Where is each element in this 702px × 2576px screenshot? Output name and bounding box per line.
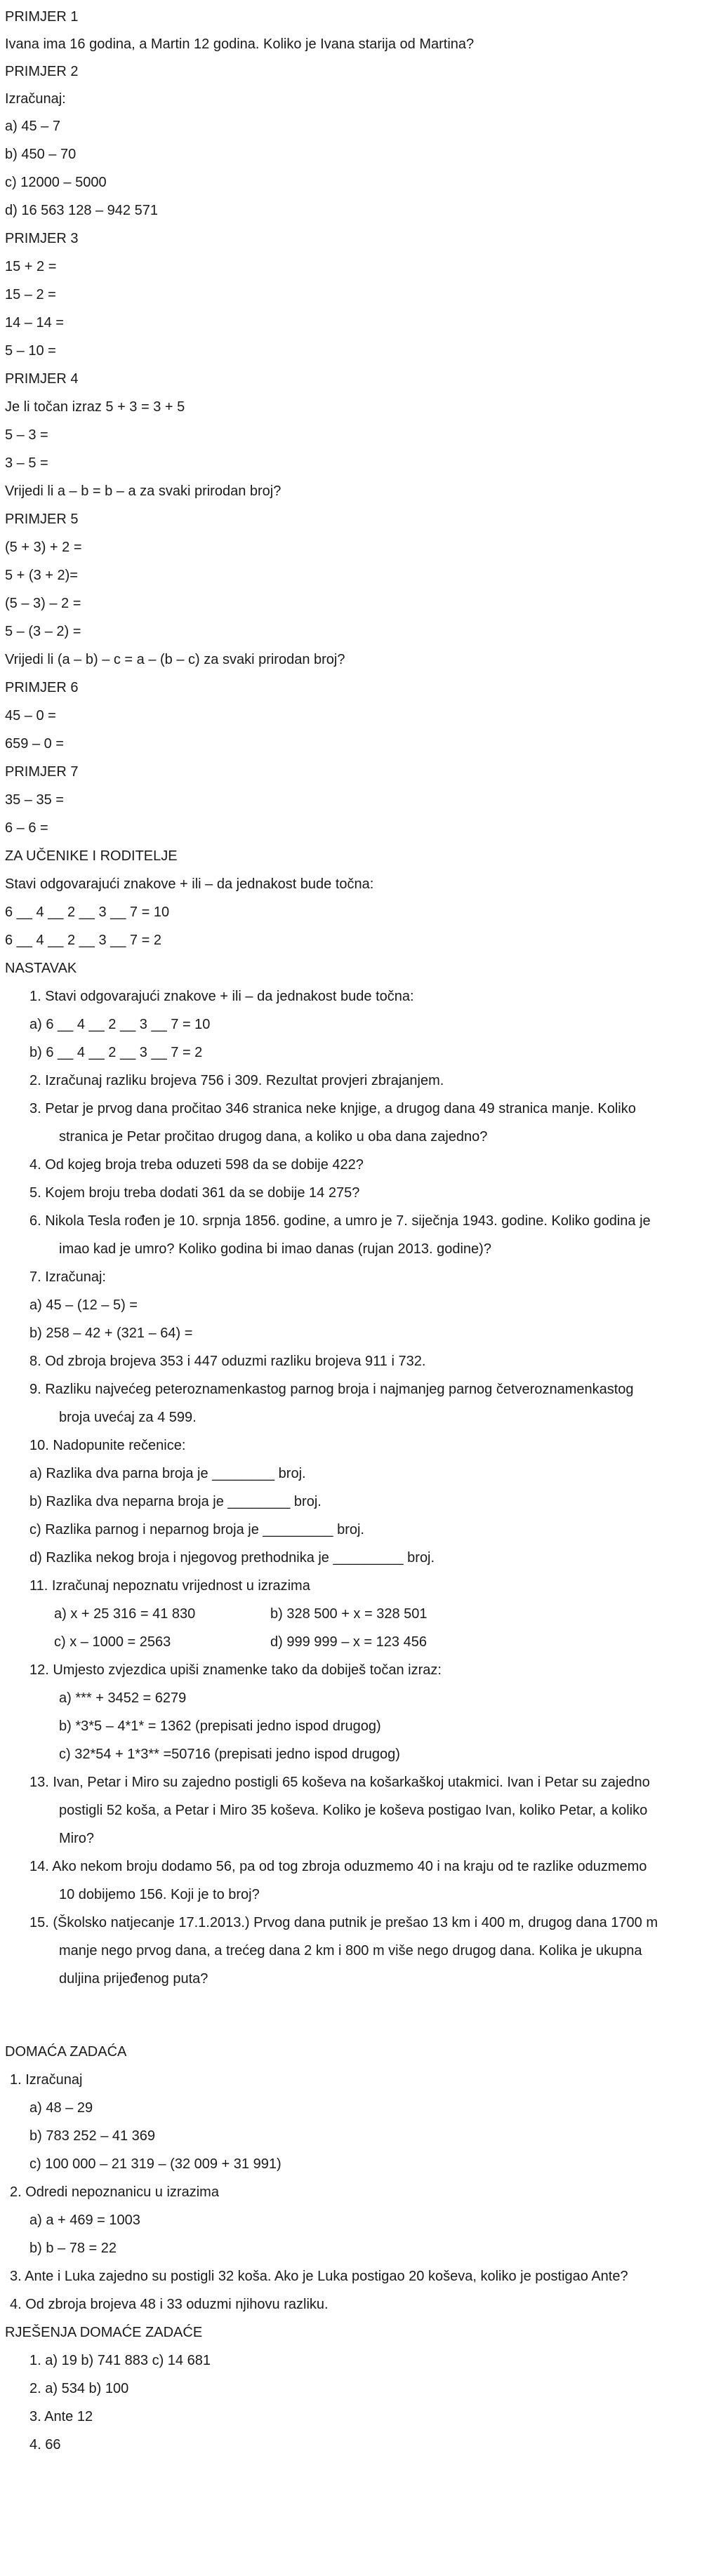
text-line: [5, 202, 158, 219]
text-line-content: 5 – 3 =: [5, 427, 48, 443]
text-line: [5, 960, 77, 977]
text-line-content: a) a + 469 = 1003: [29, 2213, 140, 2228]
text-line-content: 1. a) 19 b) 741 883 c) 14 681: [29, 2353, 211, 2368]
text-line: [5, 848, 178, 865]
text-line: [5, 511, 78, 528]
text-line-content: a) 45 – 7: [5, 119, 60, 134]
text-line-content: DOMAĆA ZADAĆA: [5, 2044, 127, 2060]
text-line: [29, 1072, 444, 1089]
text-line: [29, 1016, 210, 1033]
text-line-content: 10 dobijemo 156. Koji je to broj?: [59, 1887, 260, 1902]
text-line: [59, 1942, 642, 1959]
text-line: [29, 2436, 60, 2453]
text-line: [5, 707, 56, 724]
text-line: [29, 1156, 364, 1173]
text-line-content: 15 + 2 =: [5, 259, 57, 274]
text-line-content: a) x + 25 316 = 41 830: [54, 1606, 196, 1622]
text-line: [5, 342, 56, 359]
text-line: [5, 36, 474, 53]
text-line: [29, 1297, 138, 1314]
text-line: [5, 286, 56, 303]
text-line-content: 13. Ivan, Petar i Miro su zajedno postigli 65 koševa na košarkaškoj utakmici. Ivan i Petar su zajedno: [29, 1775, 650, 1790]
text-line-content: b) 783 252 – 41 369: [29, 2128, 156, 2144]
text-line: [29, 2128, 155, 2144]
text-line-content: 3 – 5 =: [5, 455, 48, 471]
text-line-content: Vrijedi li (a – b) – c = a – (b – c) za svaki prirodan broj?: [5, 652, 345, 667]
text-line: [5, 146, 76, 163]
text-line: [29, 2408, 93, 2425]
text-line-content: b) 328 500 + x = 328 501: [270, 1606, 428, 1622]
text-line-content: c) 100 000 – 21 319 – (32 009 + 31 991): [29, 2156, 282, 2172]
text-line: [59, 1690, 186, 1707]
text-line-content: Izračunaj:: [5, 91, 66, 107]
text-line: [5, 427, 48, 443]
text-line: [5, 651, 345, 668]
text-line-content: 6 – 6 =: [5, 820, 48, 836]
text-line-content: 9. Razliku najvećeg peteroznamenkastog parnog broja i najmanjeg parnog četveroznamenkastog: [29, 1382, 634, 1397]
text-line: [29, 1858, 647, 1875]
text-line-content: b) b – 78 = 22: [29, 2241, 117, 2256]
text-line-content: 5. Kojem broju treba dodati 361 da se dobije 14 275?: [29, 1185, 360, 1201]
text-line-content: postigli 52 koša, a Petar i Miro 35 koševa. Koliko je koševa postigao Ivan, koliko Petar, a koliko: [59, 1803, 648, 1818]
text-line: [59, 1886, 260, 1903]
text-line: [29, 1269, 106, 1286]
text-line: [54, 1634, 171, 1650]
text-line-content: Miro?: [59, 1831, 95, 1846]
text-line: [29, 2100, 93, 2116]
text-line: [5, 792, 64, 808]
text-line-content: 5 + (3 + 2)=: [5, 568, 78, 583]
text-line: [29, 1184, 359, 1201]
text-line-content: PRIMJER 7: [5, 764, 79, 780]
text-line: [29, 1577, 310, 1594]
text-line-content: PRIMJER 6: [5, 680, 79, 695]
text-line-content: a) *** + 3452 = 6279: [59, 1690, 187, 1706]
text-line-content: 8. Od zbroja brojeva 353 i 447 oduzmi razliku brojeva 911 i 732.: [29, 1354, 426, 1369]
text-line-content: 6 __ 4 __ 2 __ 3 __ 7 = 10: [5, 905, 170, 920]
text-line: [5, 91, 66, 107]
text-line-content: ZA UČENIKE I RODITELJE: [5, 848, 178, 864]
text-line-content: d) 16 563 128 – 942 571: [5, 203, 158, 218]
text-line-content: a) 6 __ 4 __ 2 __ 3 __ 7 = 10: [29, 1017, 211, 1032]
text-line-content: 659 – 0 =: [5, 736, 64, 752]
text-line-content: 14 – 14 =: [5, 315, 64, 331]
text-line: [5, 876, 373, 893]
text-line: [5, 820, 48, 836]
text-line: [5, 2043, 126, 2060]
text-line-content: duljina prijeđenog puta?: [59, 1971, 208, 1987]
text-line: [29, 1774, 650, 1791]
text-line: [54, 1606, 195, 1622]
text-line-content: (5 – 3) – 2 =: [5, 596, 81, 611]
text-line: [29, 988, 414, 1005]
text-line: [29, 1914, 658, 1931]
text-line-content: RJEŠENJA DOMAĆE ZADAĆE: [5, 2325, 203, 2340]
text-line: [29, 1549, 435, 1566]
text-line: [29, 1493, 322, 1510]
text-line: [5, 371, 78, 387]
text-line-content: 7. Izračunaj:: [29, 1269, 106, 1285]
text-line-content: d) 999 999 – x = 123 456: [270, 1634, 427, 1650]
text-line-content: manje nego prvog dana, a trećeg dana 2 km i 800 m više nego drugog dana. Kolika je ukupna: [59, 1943, 642, 1958]
text-line-content: Je li točan izraz 5 + 3 = 3 + 5: [5, 399, 185, 415]
text-line-content: 14. Ako nekom broju dodamo 56, pa od tog zbroja oduzmemo 40 i na kraju od te razlike oduzmemo: [29, 1859, 647, 1874]
text-line-content: 35 – 35 =: [5, 792, 64, 808]
text-line-content: c) 12000 – 5000: [5, 175, 107, 190]
text-line: [59, 1241, 491, 1257]
text-line-content: b) Razlika dva neparna broja je ________ broj.: [29, 1494, 322, 1509]
text-line-content: 2. a) 534 b) 100: [29, 2381, 129, 2396]
text-line-content: a) Razlika dva parna broja je ________ broj.: [29, 1466, 306, 1481]
text-line-content: Ivana ima 16 godina, a Martin 12 godina. Koliko je Ivana starija od Martina?: [5, 36, 475, 52]
text-line: [10, 2184, 219, 2201]
text-line: [29, 1353, 425, 1370]
text-line: [5, 258, 56, 275]
text-line: [10, 2296, 329, 2313]
text-line: [5, 314, 64, 331]
text-line-content: 15. (Školsko natjecanje 17.1.2013.) Prvog dana putnik je prešao 13 km i 400 m, drugog dana 1700 m: [29, 1915, 658, 1930]
text-line: [59, 1802, 647, 1819]
text-line: [29, 1325, 192, 1342]
text-line: [5, 174, 107, 191]
text-line-content: 12. Umjesto zvjezdica upiši znamenke tako da dobiješ točan izraz:: [29, 1662, 442, 1678]
text-line: [29, 1100, 636, 1117]
text-line-content: 1. Stavi odgovarajući znakove + ili – da jednakost bude točna:: [29, 989, 414, 1004]
text-line: [29, 1662, 442, 1679]
text-line: [29, 2156, 282, 2173]
text-line-content: NASTAVAK: [5, 961, 77, 976]
text-line-content: imao kad je umro? Koliko godina bi imao danas (rujan 2013. godine)?: [59, 1241, 491, 1257]
text-line-content: 4. Od kojeg broja treba oduzeti 598 da se dobije 422?: [29, 1157, 364, 1173]
text-line: [29, 2380, 128, 2397]
text-line: [5, 399, 185, 415]
text-line-content: 5 – (3 – 2) =: [5, 624, 81, 639]
text-line: [29, 2212, 140, 2229]
text-line-content: 5 – 10 =: [5, 343, 56, 359]
text-line-content: 11. Izračunaj nepoznatu vrijednost u izrazima: [29, 1578, 310, 1594]
text-line: [5, 2324, 202, 2341]
text-line-content: PRIMJER 2: [5, 64, 79, 79]
text-line: [29, 1437, 185, 1454]
text-line: [59, 1830, 94, 1847]
text-line: [5, 455, 48, 472]
text-line-content: stranica je Petar pročitao drugog dana, a koliko u oba dana zajedno?: [59, 1129, 488, 1144]
text-line-content: 2. Odredi nepoznanicu u izrazima: [10, 2184, 219, 2200]
text-line: [5, 623, 81, 640]
text-line: [29, 1044, 202, 1061]
text-line: [59, 1718, 381, 1735]
text-line: [29, 1213, 651, 1229]
text-line-content: PRIMJER 1: [5, 9, 79, 25]
text-line: [29, 1521, 364, 1538]
text-line: [5, 483, 281, 500]
text-line: [59, 1409, 197, 1426]
text-line: [29, 2240, 117, 2257]
text-line: [270, 1634, 427, 1650]
text-line-content: 2. Izračunaj razliku brojeva 756 i 309. Rezultat provjeri zbrajanjem.: [29, 1073, 444, 1088]
text-line-content: PRIMJER 5: [5, 512, 79, 527]
text-line: [5, 118, 60, 135]
text-line: [270, 1606, 428, 1622]
text-line-content: b) 6 __ 4 __ 2 __ 3 __ 7 = 2: [29, 1045, 203, 1060]
text-line: [59, 1970, 208, 1987]
text-line: [5, 763, 78, 780]
text-line: [5, 8, 78, 25]
text-line: [5, 595, 81, 612]
text-line-content: Stavi odgovarajući znakove + ili – da jednakost bude točna:: [5, 876, 374, 892]
text-line: [5, 567, 78, 584]
text-line-content: 6 __ 4 __ 2 __ 3 __ 7 = 2: [5, 933, 161, 948]
text-line: [29, 2352, 211, 2369]
text-line: [5, 679, 78, 696]
text-line-content: c) Razlika parnog i neparnog broja je _________ broj.: [29, 1522, 364, 1537]
text-line: [59, 1128, 487, 1145]
text-line-content: b) 450 – 70: [5, 147, 77, 162]
text-line-content: 4. Od zbroja brojeva 48 i 33 oduzmi njihovu razliku.: [10, 2297, 329, 2312]
text-line-content: a) 48 – 29: [29, 2100, 93, 2116]
text-line-content: PRIMJER 3: [5, 231, 79, 246]
text-line: [29, 1381, 634, 1398]
text-line-content: 3. Petar je prvog dana pročitao 346 stranica neke knjige, a drugog dana 49 stranica manje. Koliko: [29, 1101, 636, 1116]
text-line: [10, 2268, 628, 2285]
text-line-content: Vrijedi li a – b = b – a za svaki prirodan broj?: [5, 483, 282, 499]
text-line-content: broja uvećaj za 4 599.: [59, 1410, 197, 1425]
text-line-content: 4. 66: [29, 2437, 61, 2452]
text-line: [5, 539, 82, 556]
text-line-content: b) 258 – 42 + (321 – 64) =: [29, 1326, 193, 1341]
text-line-content: (5 + 3) + 2 =: [5, 540, 82, 555]
text-line-content: b) *3*5 – 4*1* = 1362 (prepisati jedno ispod drugog): [59, 1719, 381, 1734]
text-line: [5, 735, 64, 752]
text-line: [59, 1746, 400, 1763]
text-line: [5, 904, 169, 921]
text-line-content: PRIMJER 4: [5, 371, 79, 387]
text-line: [29, 1465, 306, 1482]
text-line-content: 3. Ante i Luka zajedno su postigli 32 koša. Ako je Luka postigao 20 koševa, koliko je postigao Ante?: [10, 2269, 628, 2284]
text-line-content: 1. Izračunaj: [10, 2072, 83, 2088]
text-line-content: 15 – 2 =: [5, 287, 56, 302]
text-line-content: 45 – 0 =: [5, 708, 56, 723]
text-line: [5, 932, 161, 949]
text-line-content: c) 32*54 + 1*3** =50716 (prepisati jedno ispod drugog): [59, 1747, 400, 1762]
text-line-content: 10. Nadopunite rečenice:: [29, 1438, 186, 1453]
text-line: [10, 2071, 82, 2088]
text-line-content: 3. Ante 12: [29, 2409, 93, 2424]
text-line-content: c) x – 1000 = 2563: [54, 1634, 171, 1650]
text-line-content: a) 45 – (12 – 5) =: [29, 1297, 138, 1313]
text-line-content: 6. Nikola Tesla rođen je 10. srpnja 1856. godine, a umro je 7. siječnja 1943. godine. Koliko godina je: [29, 1213, 651, 1229]
text-line-content: d) Razlika nekog broja i njegovog prethodnika je _________ broj.: [29, 1550, 435, 1566]
text-line: [5, 63, 78, 80]
text-line: [5, 230, 78, 247]
